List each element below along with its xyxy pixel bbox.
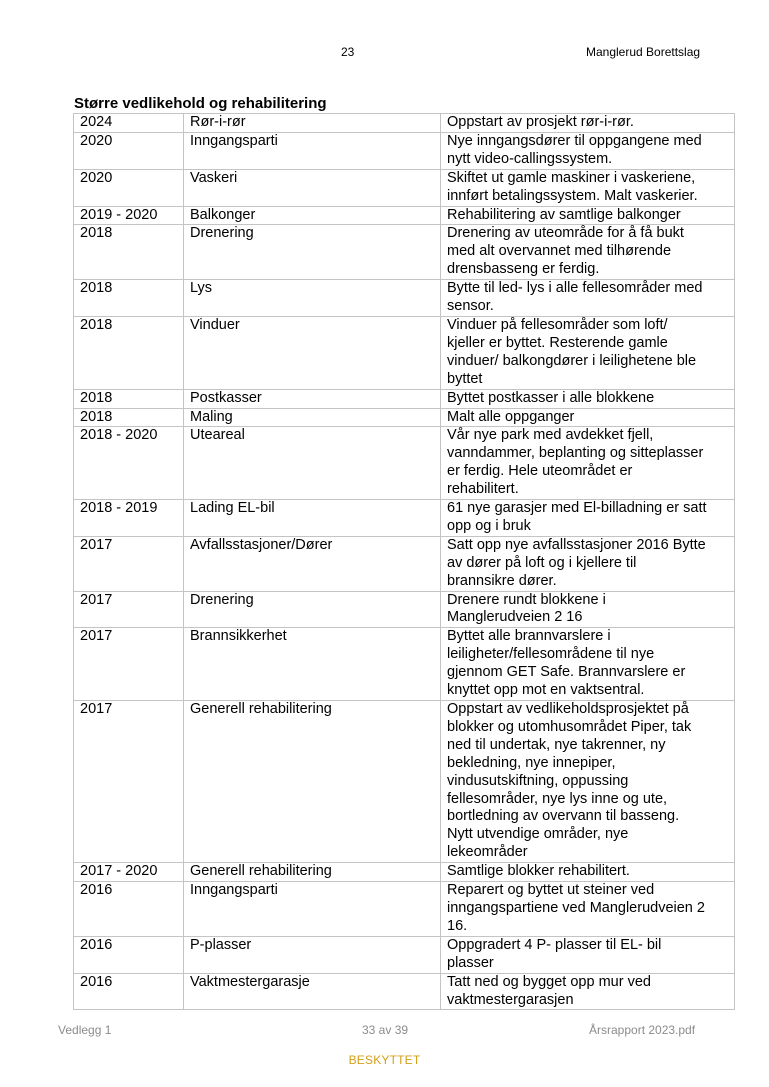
footer-page-count: 33 av 39 — [362, 1023, 409, 1037]
table-row — [74, 973, 735, 1010]
item-cell: Inngangsparti — [184, 132, 441, 169]
table-row — [74, 132, 735, 169]
item-cell: Rør-i-rør — [184, 114, 441, 133]
year-cell: 2016 — [74, 882, 184, 937]
description-cell: Oppstart av prosjekt rør-i-rør. — [441, 114, 735, 133]
description-cell: Oppstart av vedlikeholdsprosjektet på blokker og utomhusområdet Piper, tak ned til undertak, nye takrenner, ny bekledning, nye innepiper, vindusutskiftning, oppussing fellesområder, nye lys inne og ute, bortledning av overvann til basseng. Nytt utvendige områder, nye lekeområder — [441, 701, 735, 863]
year-cell: 2018 — [74, 389, 184, 408]
description-cell: Samtlige blokker rehabilitert. — [441, 863, 735, 882]
year-cell: 2017 — [74, 591, 184, 628]
year-cell: 2018 — [74, 408, 184, 427]
footer-attachment-label: Vedlegg 1 — [58, 1023, 112, 1037]
item-cell: Avfallsstasjoner/Dører — [184, 536, 441, 591]
item-cell: Vaktmestergarasje — [184, 973, 441, 1010]
page-number: 23 — [341, 45, 355, 59]
year-cell: 2020 — [74, 169, 184, 206]
item-cell: Vinduer — [184, 316, 441, 389]
header-organization: Manglerud Borettslag — [586, 45, 701, 59]
footer-filename: Årsrapport 2023.pdf — [589, 1023, 696, 1037]
description-cell: Nye inngangsdører til oppgangene med nytt video-callingssystem. — [441, 132, 735, 169]
year-cell: 2024 — [74, 114, 184, 133]
year-cell: 2016 — [74, 973, 184, 1010]
description-cell: Drenere rundt blokkene i Manglerudveien 2 16 — [441, 591, 735, 628]
item-cell: Inngangsparti — [184, 882, 441, 937]
table-row — [74, 408, 735, 427]
table-row — [74, 427, 735, 500]
table-row — [74, 936, 735, 973]
description-cell: Drenering av uteområde for å få bukt med alt overvannet med tilhørende drensbasseng er ferdig. — [441, 225, 735, 280]
year-cell: 2018 — [74, 280, 184, 317]
item-cell: Maling — [184, 408, 441, 427]
year-cell: 2016 — [74, 936, 184, 973]
table-row — [74, 280, 735, 317]
description-cell: Satt opp nye avfallsstasjoner 2016 Bytte av dører på loft og i kjellere til brannsikre dører. — [441, 536, 735, 591]
description-cell: Tatt ned og bygget opp mur ved vaktmestergarasjen — [441, 973, 735, 1010]
item-cell: Generell rehabilitering — [184, 863, 441, 882]
item-cell: Brannsikkerhet — [184, 628, 441, 701]
description-cell: Byttet alle brannvarslere i leiligheter/fellesområdene til nye gjennom GET Safe. Brannvarslere er knyttet opp mot en vaktsentral. — [441, 628, 735, 701]
table-row — [74, 500, 735, 537]
item-cell: Lys — [184, 280, 441, 317]
item-cell: Balkonger — [184, 206, 441, 225]
description-cell: Rehabilitering av samtlige balkonger — [441, 206, 735, 225]
year-cell: 2017 — [74, 701, 184, 863]
year-cell: 2019 - 2020 — [74, 206, 184, 225]
description-cell: Malt alle oppganger — [441, 408, 735, 427]
table-row — [74, 225, 735, 280]
year-cell: 2017 — [74, 536, 184, 591]
year-cell: 2018 — [74, 316, 184, 389]
table-row — [74, 536, 735, 591]
item-cell: Generell rehabilitering — [184, 701, 441, 863]
description-cell: Bytte til led- lys i alle fellesområder med sensor. — [441, 280, 735, 317]
year-cell: 2018 - 2020 — [74, 427, 184, 500]
item-cell: Vaskeri — [184, 169, 441, 206]
description-cell: 61 nye garasjer med El-billadning er satt opp og i bruk — [441, 500, 735, 537]
item-cell: Drenering — [184, 225, 441, 280]
year-cell: 2018 — [74, 225, 184, 280]
year-cell: 2018 - 2019 — [74, 500, 184, 537]
item-cell: P-plasser — [184, 936, 441, 973]
item-cell: Uteareal — [184, 427, 441, 500]
item-cell: Postkasser — [184, 389, 441, 408]
maintenance-table — [73, 113, 735, 1010]
year-cell: 2017 - 2020 — [74, 863, 184, 882]
description-cell: Oppgradert 4 P- plasser til EL- bil plasser — [441, 936, 735, 973]
year-cell: 2020 — [74, 132, 184, 169]
table-row — [74, 114, 735, 133]
description-cell: Reparert og byttet ut steiner ved inngangspartiene ved Manglerudveien 2 16. — [441, 882, 735, 937]
table-row — [74, 701, 735, 863]
description-cell: Skiftet ut gamle maskiner i vaskeriene, innført betalingssystem. Malt vaskerier. — [441, 169, 735, 206]
table-row — [74, 206, 735, 225]
table-row — [74, 169, 735, 206]
description-cell: Vinduer på fellesområder som loft/ kjeller er byttet. Resterende gamle vinduer/ balkongdører i leilighetene ble byttet — [441, 316, 735, 389]
table-row — [74, 863, 735, 882]
table-row — [74, 882, 735, 937]
description-cell: Vår nye park med avdekket fjell, vanndammer, beplanting og sitteplasser er ferdig. Hele uteområdet er rehabilitert. — [441, 427, 735, 500]
table-row — [74, 316, 735, 389]
table-row — [74, 591, 735, 628]
table-row — [74, 389, 735, 408]
year-cell: 2017 — [74, 628, 184, 701]
table-row — [74, 628, 735, 701]
description-cell: Byttet postkasser i alle blokkene — [441, 389, 735, 408]
section-title: Større vedlikehold og rehabilitering — [74, 95, 327, 112]
item-cell: Drenering — [184, 591, 441, 628]
protection-stamp: BESKYTTET — [348, 1053, 421, 1067]
item-cell: Lading EL-bil — [184, 500, 441, 537]
